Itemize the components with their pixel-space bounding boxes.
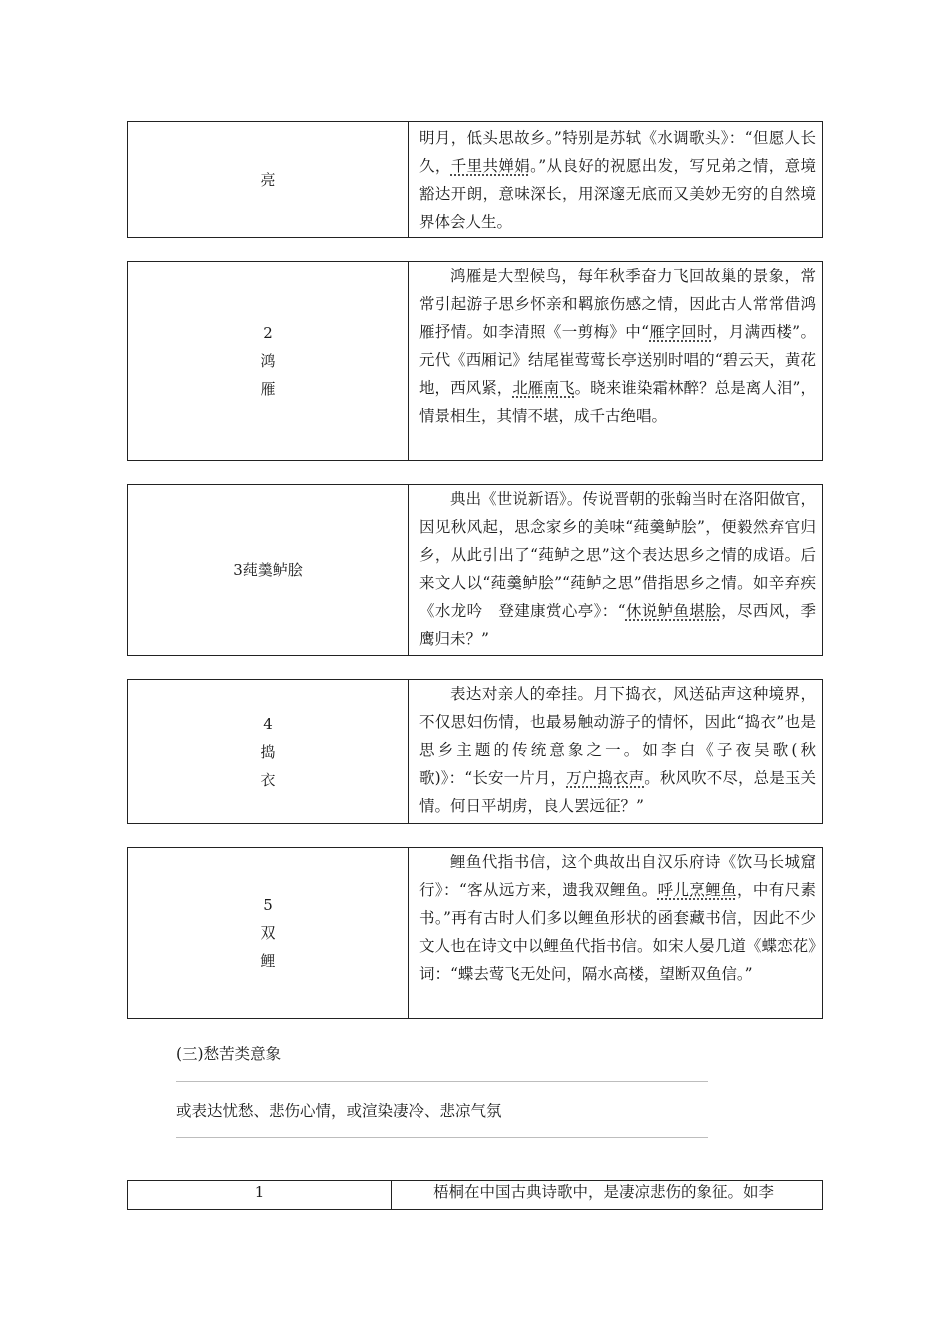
table-right-cell (409, 485, 822, 655)
table-right-cell (409, 848, 822, 1018)
table-left-cell (128, 262, 409, 460)
left-line: 2 (263, 324, 273, 342)
text-run: 。”从良好的祝愿出发，写兄弟之情，意境豁达开朗，意味深长，用深邃无底而又美妙无穷的自然境界体会人生。 (419, 157, 816, 231)
underlined-quote: 呼儿烹鲤鱼 (657, 881, 737, 899)
table-left-cell (128, 680, 409, 823)
imagery-table-3 (127, 484, 823, 656)
table-right-cell (409, 680, 822, 823)
text-run: 梧桐在中国古典诗歌中，是凄凉悲伤的象征。如李 (433, 1183, 775, 1201)
text-run: ，月满西楼”。元代《西厢记》结尾崔莺莺长亭送别时唱的“碧云天，黄花地，西风紧， (419, 323, 816, 397)
left-line: 1 (254, 1183, 265, 1201)
table-left-cell (128, 122, 409, 237)
text-run: 典出《世说新语》。传说晋朝的张翰当时在洛阳做官，因见秋风起，思念家乡的美味“莼羹鲈脍”，便毅然弃官归乡，从此引出了“莼鲈之思”这个表达思乡之情的成语。后来文人以“莼羹鲈脍”“莼鲈之思”借指思乡之情。如辛弃疾《水龙吟 登建康赏心亭》：“ (419, 490, 816, 620)
underlined-quote: 北雁南飞 (512, 379, 575, 397)
imagery-table-4 (127, 679, 823, 824)
section-heading: (三)愁苦类意象 (176, 1045, 282, 1063)
text-run: 表达对亲人的牵挂。月下捣衣，风送砧声这种境界，不仅思妇伤情，也最易触动游子的情怀，因此“捣衣”也是思乡主题的传统意象之一。如李白《子夜吴歌(秋歌)》：“长安一片月， (419, 685, 816, 787)
table-left-cell (128, 848, 409, 1018)
text-run: 明月，低头思故乡。”特别是苏轼《水调歌头》：“但愿人长久， (419, 129, 816, 175)
left-line: 双 (260, 924, 276, 942)
divider-rule (176, 1081, 708, 1082)
left-line: 亮 (260, 170, 276, 189)
imagery-table-1 (127, 121, 823, 238)
underlined-quote: 千里共婵娟 (450, 157, 531, 175)
left-line: 鸿 (260, 352, 276, 370)
table-right-cell (392, 1181, 822, 1209)
underlined-quote: 休说鲈鱼堪脍 (625, 602, 722, 620)
left-line: 4 (263, 714, 273, 733)
left-line: 雁 (260, 380, 276, 398)
left-line: 5 (263, 896, 273, 914)
text-run: 鲤鱼代指书信，这个典故出自汉乐府诗《饮马长城窟行》：“客从远方来，遗我双鲤鱼。 (419, 853, 816, 899)
table-right-cell (409, 122, 822, 237)
left-line: 衣 (260, 770, 276, 789)
imagery-table-2 (127, 261, 823, 461)
section-description: 或表达忧愁、悲伤心情，或渲染凄冷、悲凉气氛 (176, 1102, 502, 1120)
imagery-table-5 (127, 847, 823, 1019)
left-line: 3莼羹鲈脍 (233, 561, 303, 579)
text-run: 。晓来谁染霜林醉？总是离人泪”，情景相生，其情不堪，成千古绝唱。 (419, 379, 816, 425)
underlined-quote: 雁字回时 (649, 323, 713, 341)
table-right-cell (409, 262, 822, 460)
left-line: 捣 (260, 742, 276, 761)
divider-rule (176, 1137, 708, 1138)
underlined-quote: 万户捣衣声 (566, 769, 645, 787)
left-line: 鲤 (260, 952, 276, 970)
table-left-cell (128, 485, 409, 655)
text-run: ，中有尺素书。”再有古时人们多以鲤鱼形状的函套藏书信，因此不少文人也在诗文中以鲤鱼代指书信。如宋人晏几道《蝶恋花》词：“蝶去莺飞无处问，隔水高楼，望断双鱼信。” (419, 881, 816, 983)
text-run: ，尽西风，季鹰归未？” (419, 602, 816, 648)
text-run: 。秋风吹不尽，总是玉关情。何日平胡虏，良人罢远征？” (419, 769, 816, 815)
table-left-cell (128, 1181, 392, 1209)
text-run: 鸿雁是大型候鸟，每年秋季奋力飞回故巢的景象，常常引起游子思乡怀亲和羁旅伤感之情，因此古人常常借鸿雁抒情。如李清照《一剪梅》中“ (419, 267, 816, 341)
imagery-table-sorrow-1 (127, 1180, 823, 1210)
